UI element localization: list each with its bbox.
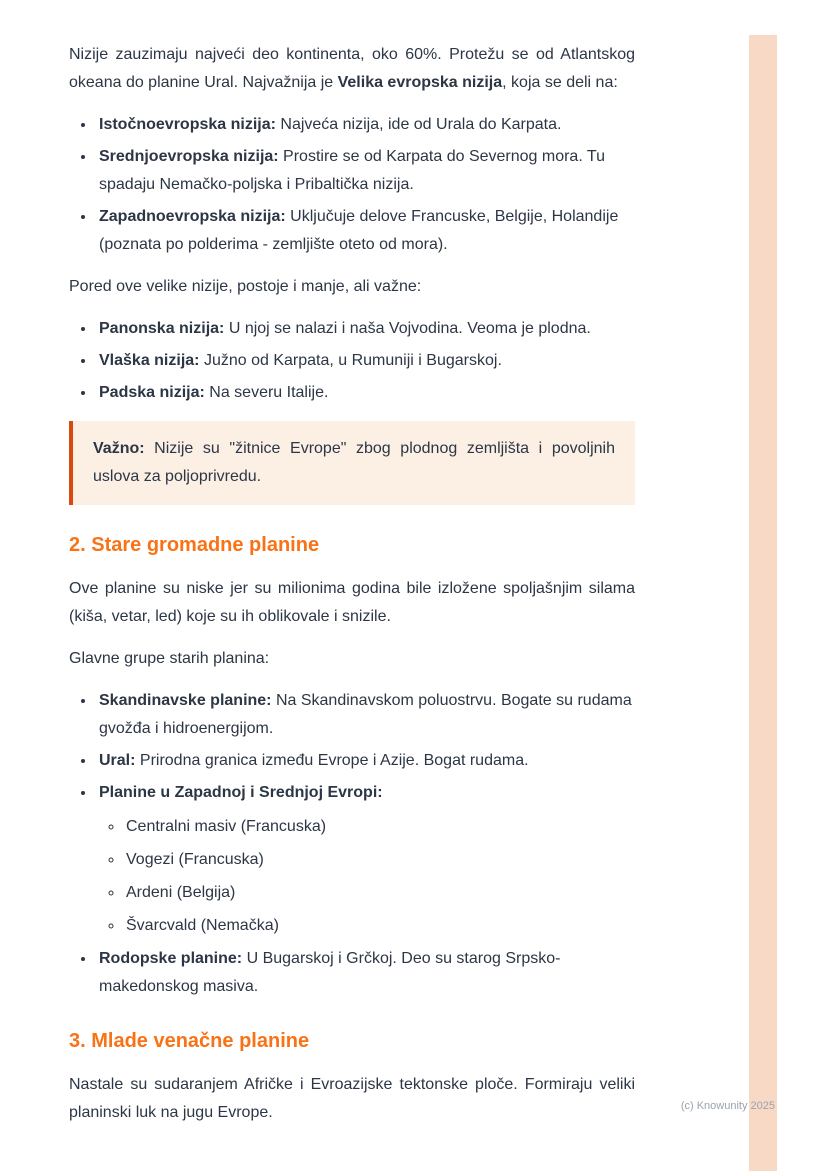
list-item [96, 203, 635, 259]
list-term: Istočnoevropska nizija: [99, 116, 276, 133]
list-term: Skandinavske planine: [99, 692, 272, 709]
list-term: Zapadnoevropska nizija: [99, 208, 286, 225]
list-item [96, 315, 635, 343]
list-desc: U Bugarskoj i Grčkoj. Deo su starog Srpsko-makedonskog masiva. [99, 950, 561, 995]
young-mountains-paragraph: Nastale su sudaranjem Afričke i Evroazijske tektonske ploče. Formiraju veliki planinski luk na jugu Evrope. [69, 1076, 635, 1121]
list-desc: Prostire se od Karpata do Severnog mora. Tu spadaju Nemačko-poljska i Pribaltička nizija. [99, 148, 606, 193]
sublist-item: ◦ Vogezi (Francuska) [124, 846, 635, 874]
smaller-plains-intro: Pored ove velike nizije, postoje i manje, ali važne: [69, 278, 422, 295]
list-item [96, 945, 635, 1001]
list-term: Planine u Zapadnoj i Srednjoj Evropi: [99, 784, 383, 801]
document-content [69, 41, 635, 1141]
list-item [96, 779, 635, 940]
list-desc: Prirodna granica između Evrope i Azije. Bogat rudama. [135, 752, 529, 769]
list-item [96, 747, 635, 775]
list-term: Ural: [99, 752, 136, 769]
callout-label: Važno: [93, 440, 145, 457]
list-desc: U njoj se nalazi i naša Vojvodina. Veoma je plodna. [224, 320, 591, 337]
list-term: Panonska nizija: [99, 320, 225, 337]
list-term: Srednjoevropska nizija: [99, 148, 279, 165]
callout-body-text: Nizije su "žitnice Evrope" zbog plodnog zemljišta i povoljnih uslova za poljoprivredu. [93, 440, 615, 485]
great-plain-list [69, 111, 635, 259]
central-europe-mountains-sublist [99, 813, 635, 940]
smaller-plains-list [69, 315, 635, 407]
list-desc: Na severu Italije. [204, 384, 329, 401]
list-term: Rodopske planine: [99, 950, 243, 967]
list-item [96, 143, 635, 199]
old-mountains-list [69, 687, 635, 1001]
intro-bold-term: Velika evropska nizija [337, 74, 503, 91]
callout-paragraph [93, 435, 615, 491]
list-desc: Na Skandinavskom poluostrvu. Bogate su rudama gvožđa i hidroenergijom. [99, 692, 632, 737]
important-callout [69, 421, 635, 505]
old-mountains-paragraph: Ove planine su niske jer su milionima godina bile izložene spoljašnjim silama (kiša, vetar, led) koje su ih oblikovale i snizile. [69, 580, 635, 625]
list-item [96, 111, 635, 139]
watermark: (c) Knowunity 2025 [680, 1100, 775, 1112]
page-edge-decoration [749, 35, 777, 1171]
sublist-item: ◦ Centralni masiv (Francuska) [124, 813, 635, 841]
intro-paragraph [69, 41, 635, 97]
list-desc: Najveća nizija, ide od Urala do Karpata. [275, 116, 562, 133]
sublist-item: ◦ Švarcvald (Nemačka) [124, 912, 635, 940]
list-item [96, 379, 635, 407]
old-mountains-groups-intro: Glavne grupe starih planina: [69, 650, 270, 667]
list-term: Vlaška nizija: [99, 352, 200, 369]
intro-text-end: , koja se deli na: [502, 74, 618, 91]
section-heading-young-mountains: 3. Mlade venačne planine [69, 1030, 310, 1052]
list-item [96, 687, 635, 743]
intro-text-start: Nizije zauzimaju najveći deo kontinenta, oko 60%. Protežu se od Atlantskog okeana do planine Ural. Najvažnija je [69, 46, 635, 91]
list-item [96, 347, 635, 375]
list-term: Padska nizija: [99, 384, 205, 401]
list-desc: Uključuje delove Francuske, Belgije, Holandije (poznata po polderima - zemljište oteto od mora). [99, 208, 619, 253]
list-desc: Južno od Karpata, u Rumuniji i Bugarskoj. [199, 352, 502, 369]
sublist-item: ◦ Ardeni (Belgija) [124, 879, 635, 907]
section-heading-old-mountains: 2. Stare gromadne planine [69, 534, 320, 556]
